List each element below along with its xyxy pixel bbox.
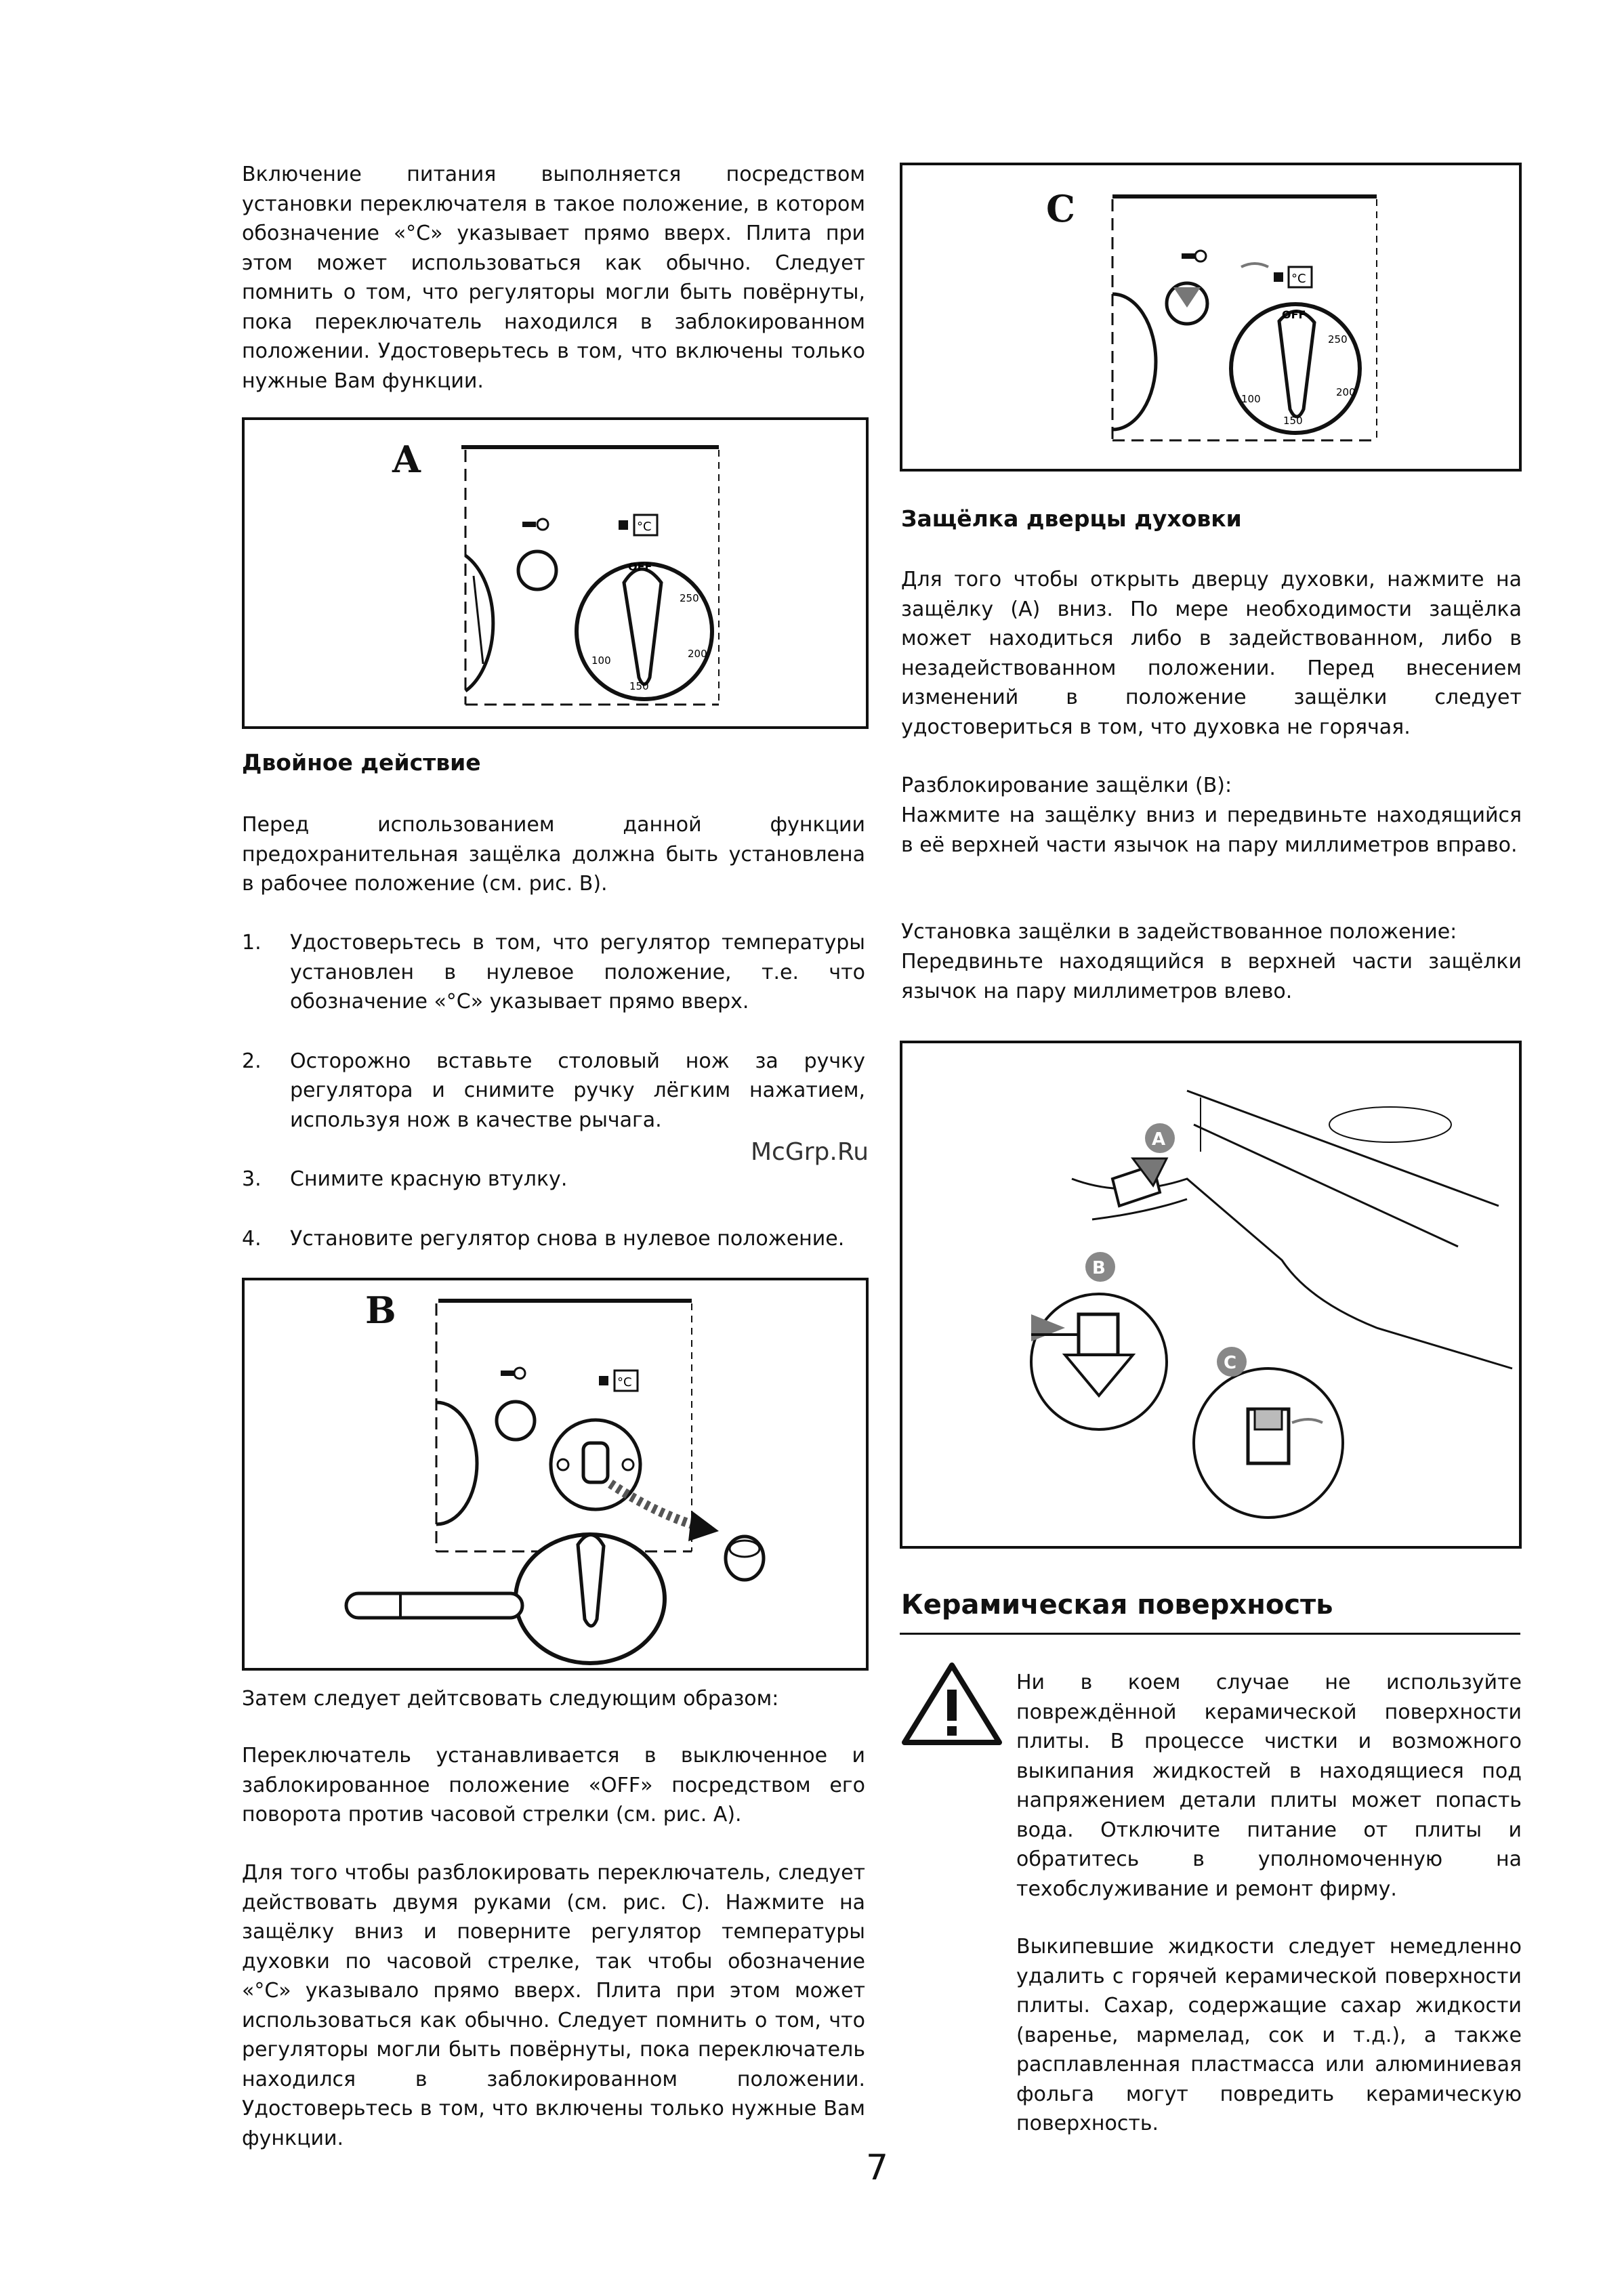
unlock-text: Нажмите на защёлку вниз и передвиньте находящийся в её верхней части язычок на пару миллиметров вправо.: [901, 803, 1522, 857]
unlock-title: Разблокирование защёлки (В):: [901, 774, 1232, 797]
engage-text: Передвиньте находящийся в верхней части защёлки язычок на пару миллиметров влево.: [901, 950, 1522, 1003]
spill-paragraph: Выкипевшие жидкости следует немедленно удалить с горячей керамической поверхности плиты. Сахар, содержащие сахар жидкости (варенье, мармелад, сок и т.д.), а также расплавленная пластмасса или алюминиевая фольга могут повредить керамическую поверхность.: [1016, 1935, 1522, 2135]
figure-a-illustration: [245, 420, 866, 726]
step-number: 4.: [242, 1226, 262, 1251]
figure-a: [242, 417, 869, 729]
engage-title: Установка защёлки в задействованное положение:: [901, 920, 1457, 944]
list-item: [242, 1165, 865, 1194]
marker-a: A: [1152, 1129, 1166, 1150]
step-number: 3.: [242, 1167, 262, 1191]
figure-a-label: A: [392, 438, 421, 481]
step-number: 2.: [242, 1049, 262, 1073]
door-latch-figure: [900, 1041, 1522, 1549]
latch-heading: Защёлка дверцы духовки: [901, 505, 1242, 532]
marker-b: B: [1092, 1258, 1106, 1278]
figure-c-mark-150: 150: [1283, 415, 1303, 427]
step-number: 1.: [242, 931, 262, 955]
watermark: McGrp.Ru: [751, 1138, 869, 1166]
list-item: [242, 928, 865, 1017]
unlock-paragraph: Для того чтобы разблокировать переключатель, следует действовать двумя руками (см. рис. С). Нажмите на защёлку вниз и поверните регулятор температуры духовки по часовой стрелке, так чтобы обозначение «°С» указывало прямо вверх. Плита при этом может использоваться как обычно. Следует помнить о том, что регуляторы могли быть повёрнуты, пока переключатель находился в заблокированном положении. Удостоверьтесь в том, что включены только нужные Вам функции.: [242, 1861, 865, 2150]
latch-paragraph: Для того чтобы открыть дверцу духовки, нажмите на защёлку (А) вниз. По мере необходимости защёлка может находиться либо в задействованном, либо в незадействованном положении. Перед внесением изменений в положение защёлки следует удостовериться в том, что духовка не горячая.: [901, 568, 1522, 739]
figure-a-mark-250: 250: [680, 592, 699, 604]
figure-c-label: C: [1046, 187, 1075, 230]
steps-list: [242, 928, 865, 1283]
double-action-heading: Двойное действие: [242, 749, 481, 776]
figure-a-mark-100: 100: [591, 654, 611, 667]
warning-paragraph: Ни в коем случае не используйте повреждённой керамической поверхности плиты. В процессе чистки и возможного выкипания жидкостей в находящиеся под напряжением детали плиты может попасть вода. Отключите питание от плиты и обратитесь в уполномоченную на техобслуживание и ремонт фирму.: [1016, 1671, 1522, 1901]
warning-icon: [901, 1660, 1003, 1748]
figure-c-illustration: [902, 165, 1519, 469]
intro-paragraph: Включение питания выполняется посредством установки переключателя в такое положение, в котором обозначение «°С» указывает прямо вверх. Плита при этом может использоваться как обычно. Следует помнить о том, что регуляторы могли быть повёрнуты, пока переключатель находился в заблокированном положении. Удостоверьтесь в том, что включены только нужные Вам функции.: [242, 163, 865, 393]
figure-c-mark-250: 250: [1328, 333, 1348, 346]
figure-c-celsius: °C: [1291, 272, 1306, 286]
figure-a-celsius: °C: [637, 520, 652, 534]
step-text: Снимите красную втулку.: [290, 1167, 568, 1191]
list-item: [242, 1224, 865, 1254]
double-action-paragraph: Перед использованием данной функции предохранительная защёлка должна быть установлена в рабочее положение (см. рис. В).: [242, 813, 865, 896]
marker-c: C: [1224, 1353, 1237, 1373]
figure-c: [900, 163, 1522, 472]
figure-c-mark-100: 100: [1241, 393, 1261, 405]
step-text: Установите регулятор снова в нулевое положение.: [290, 1226, 845, 1251]
figure-a-off: OFF: [628, 560, 652, 573]
list-item: [242, 1047, 865, 1135]
figure-b: [242, 1278, 869, 1671]
then-paragraph: Затем следует дейтсвовать следующим образом:: [242, 1687, 779, 1711]
switch-paragraph: Переключатель устанавливается в выключенное и заблокированное положение «OFF» посредством его поворота против часовой стрелки (см. рис. А).: [242, 1744, 865, 1826]
figure-a-mark-200: 200: [688, 648, 707, 660]
figure-b-celsius: °C: [617, 1375, 632, 1389]
page-number: 7: [866, 2148, 889, 2188]
step-text: Удостоверьтесь в том, что регулятор температуры установлен в нулевое положение, т.е. что обозначение «°С» указывает прямо вверх.: [290, 931, 865, 1013]
step-text: Осторожно вставьте столовый нож за ручку регулятора и снимите ручку лёгким нажатием, используя нож в качестве рычага.: [290, 1049, 865, 1132]
ceramic-heading: Керамическая поверхность: [901, 1589, 1333, 1621]
figure-a-mark-150: 150: [629, 680, 649, 692]
figure-c-off: OFF: [1282, 308, 1306, 321]
heading-underline: [900, 1633, 1520, 1635]
figure-c-mark-200: 200: [1336, 386, 1356, 398]
figure-b-label: B: [365, 1289, 396, 1332]
door-latch-illustration: [902, 1043, 1519, 1546]
figure-b-illustration: [245, 1280, 866, 1668]
